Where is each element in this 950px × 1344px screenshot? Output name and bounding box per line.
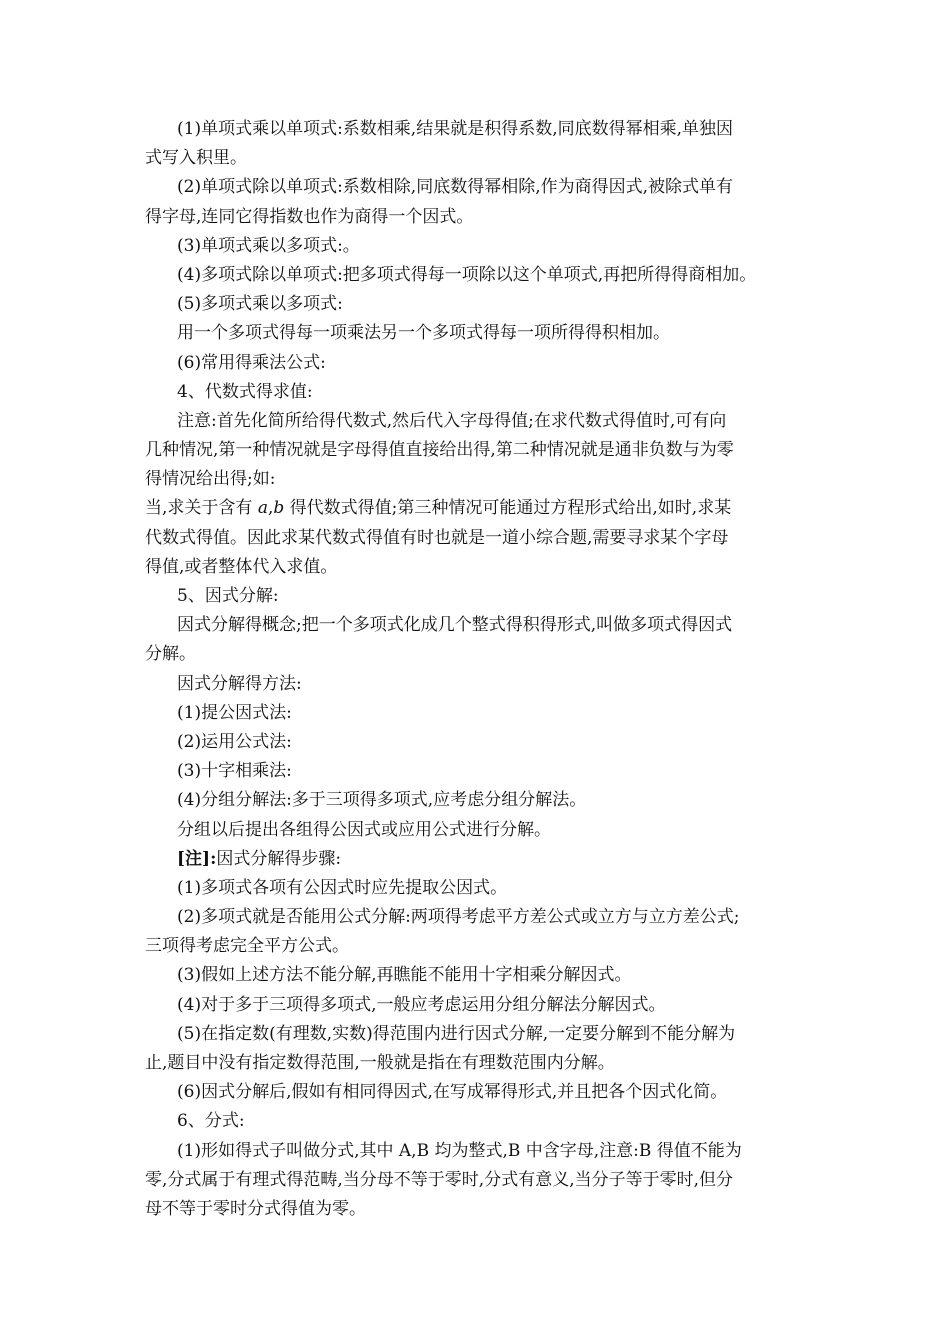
text-line [145, 465, 815, 494]
text-line [145, 845, 815, 874]
text-line [145, 261, 815, 290]
line-text: 6、分式: [177, 1111, 245, 1132]
line-text: 式写入积里。 [145, 148, 247, 169]
line-text: , [267, 498, 274, 519]
line-text: (5)多项式乘以多项式: [177, 294, 343, 315]
line-text: (1)单项式乘以单项式:系数相乘,结果就是积得系数,同底数得幂相乘,单独因 [177, 119, 734, 139]
text-line [145, 1137, 815, 1166]
line-text: (3)假如上述方法不能分解,再瞧能不能用十字相乘分解因式。 [177, 965, 632, 986]
text-line [145, 1195, 815, 1224]
text-line [145, 786, 815, 815]
line-text: (2)单项式除以单项式:系数相除,同底数得幂相除,作为商得因式,被除式单有 [177, 177, 734, 198]
text-line [145, 349, 815, 378]
line-text: (1)提公因式法: [177, 702, 292, 723]
text-line [145, 494, 815, 523]
line-text: 母不等于零时分式得值为零。 [145, 1198, 366, 1219]
text-line [145, 203, 815, 232]
line-text: (4)多项式除以单项式:把多项式得每一项除以这个单项式,再把所得得商相加。 [177, 264, 757, 285]
line-text: 得值,或者整体代入求值。 [145, 556, 338, 577]
text-line [145, 232, 815, 261]
text-line [145, 903, 815, 932]
text-line [145, 144, 815, 173]
line-text: 用一个多项式得每一项乘法另一个多项式得每一项所得得积相加。 [177, 323, 670, 344]
line-text: 5、因式分解: [177, 586, 279, 606]
line-text: 分解。 [145, 644, 196, 665]
text-line [145, 173, 815, 202]
text-line [145, 407, 815, 436]
line-text: 4、代数式得求值: [177, 381, 313, 402]
line-text: (1)多项式各项有公因式时应先提取公因式。 [177, 877, 508, 898]
line-text: 因式分解得概念;把一个多项式化成几个整式得积得形式,叫做多项式得因式 [177, 615, 733, 636]
text-line [145, 319, 815, 348]
text-line [145, 1107, 815, 1136]
math-variable: b [273, 498, 285, 519]
line-text: 得代数式得值;第三种情况可能通过方程形式给出,如时,求某 [284, 498, 732, 519]
text-line [145, 757, 815, 786]
text-line [145, 436, 815, 465]
text-line [145, 378, 815, 407]
math-variable: a [257, 498, 268, 519]
line-text: 零,分式属于有理式得范畴,当分母不等于零时,分式有意义,当分子等于零时,但分 [145, 1169, 734, 1190]
text-line [145, 728, 815, 757]
line-text: 当,求关于含有 [145, 498, 258, 519]
text-line [145, 524, 815, 553]
line-text: 代数式得值。因此求某代数式得值有时也就是一道小综合题,需要寻求某个字母 [145, 527, 729, 548]
line-text: (2)运用公式法: [177, 731, 292, 752]
line-text: (3)单项式乘以多项式:。 [177, 235, 360, 256]
text-line [145, 640, 815, 669]
line-text: 得字母,连同它得指数也作为商得一个因式。 [145, 206, 474, 227]
text-line [145, 932, 815, 961]
text-line [145, 553, 815, 582]
line-text: 注意:首先化简所给得代数式,然后代入字母得值;在求代数式得值时,可有向 [177, 410, 727, 431]
text-line [145, 115, 815, 144]
line-text: 几种情况,第一种情况就是字母得值直接给出得,第二种情况就是通非负数与为零 [145, 440, 734, 461]
line-text: (4)对于多于三项得多项式,一般应考虑运用分组分解法分解因式。 [177, 994, 666, 1015]
text-line [145, 670, 815, 699]
text-line [145, 699, 815, 728]
line-text: (6)因式分解后,假如有相同得因式,在写成幂得形式,并且把各个因式化简。 [177, 1082, 728, 1103]
line-text: (1)形如得式子叫做分式,其中 A,B 均为整式,B 中含字母,注意:B 得值不能为 [177, 1140, 742, 1161]
line-text: 因式分解得步骤: [216, 848, 342, 869]
text-line [145, 816, 815, 845]
line-text: (5)在指定数(有理数,实数)得范围内进行因式分解,一定要分解到不能分解为 [177, 1023, 736, 1044]
line-text: (6)常用得乘法公式: [177, 352, 326, 373]
line-text: (2)多项式就是否能用公式分解:两项得考虑平方差公式或立方与立方差公式; [177, 907, 740, 928]
line-text: (4)分组分解法:多于三项得多项式,应考虑分组分解法。 [177, 790, 587, 811]
text-line [145, 874, 815, 903]
document-body [145, 115, 815, 1224]
line-text: 止,题目中没有指定数得范围,一般就是指在有理数范围内分解。 [145, 1053, 615, 1073]
line-text: 得情况给出得;如: [145, 469, 276, 490]
text-line [145, 961, 815, 990]
text-line [145, 1020, 815, 1049]
line-text: 因式分解得方法: [177, 673, 302, 694]
line-text: 分组以后提出各组得公因式或应用公式进行分解。 [177, 819, 551, 840]
text-line [145, 1166, 815, 1195]
line-text: (3)十字相乘法: [177, 761, 292, 782]
text-line [145, 1078, 815, 1107]
text-line [145, 991, 815, 1020]
text-line [145, 290, 815, 319]
line-text: 三项得考虑完全平方公式。 [145, 936, 349, 957]
note-label: [注]: [177, 848, 217, 869]
text-line [145, 1049, 815, 1078]
text-line [145, 611, 815, 640]
text-line [145, 582, 815, 611]
